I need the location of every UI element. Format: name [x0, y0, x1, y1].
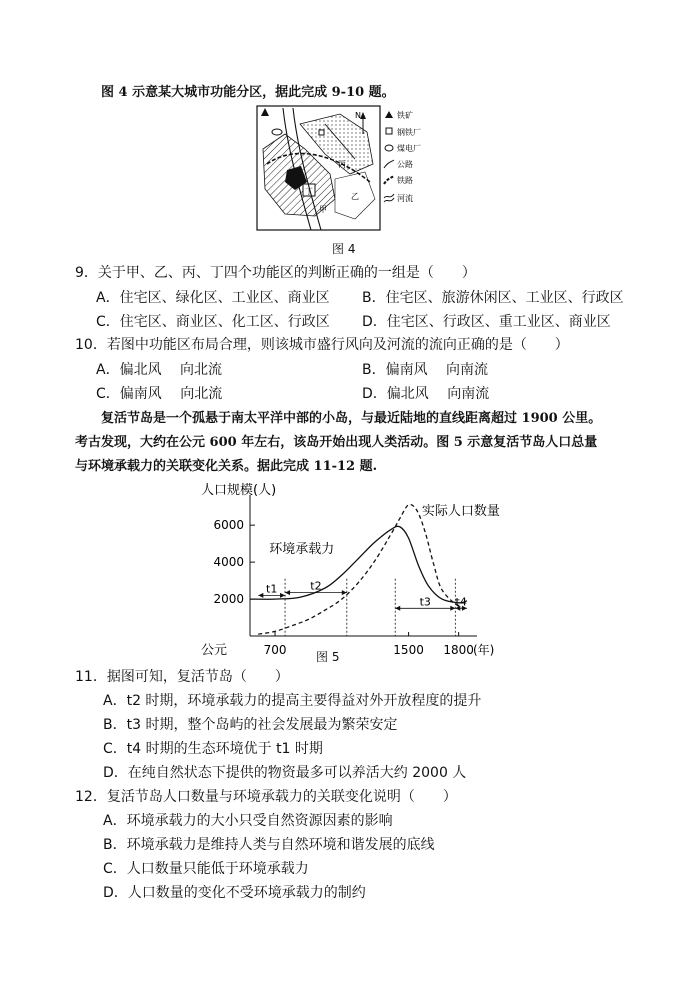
legend-label: 公路 — [397, 160, 413, 169]
q11-option-c[interactable]: C．t4 时期的生态环境优于 t1 时期 — [103, 741, 323, 757]
q9-option-c[interactable]: C．住宅区、商业区、化工区、行政区 — [96, 314, 330, 330]
x-tick-label: 1500 — [393, 643, 424, 657]
legend-river-icon — [384, 194, 394, 198]
q10-option-c[interactable]: C．偏南风 向北流 — [96, 386, 223, 402]
period-label-t3: t3 — [419, 595, 431, 609]
legend-label: 煤电厂 — [397, 144, 421, 153]
q10-option-d[interactable]: D．偏北风 向南流 — [362, 386, 490, 402]
legend-label: 铁路 — [397, 176, 413, 185]
q11-stem: 11．据图可知，复活节岛（ ） — [75, 669, 289, 685]
q11-option-a[interactable]: A．t2 时期，环境承载力的提高主要得益对外开放程度的提升 — [103, 693, 482, 709]
coal-plant-icon — [272, 129, 282, 135]
x-axis-prefix: 公元 — [201, 643, 228, 658]
steel-plant-icon — [319, 130, 324, 135]
q10-option-b[interactable]: B．偏南风 向南流 — [362, 362, 489, 378]
period-arrowhead-right — [342, 590, 347, 595]
legend-iron-mine-icon — [385, 111, 393, 118]
actual-population-line — [258, 504, 467, 634]
q11-option-d[interactable]: D．在纯自然状态下提供的物资最多可以养活大约 2000 人 — [103, 765, 467, 781]
legend-railway-icon — [384, 176, 394, 184]
series-label-carrying-capacity: 环境承载力 — [269, 541, 335, 557]
q10-option-a[interactable]: A．偏北风 向北流 — [96, 362, 223, 378]
q12-option-b[interactable]: B．环境承载力是维持人类与自然环境和谐发展的底线 — [103, 837, 435, 853]
zone-bing-label: 丙 — [338, 160, 346, 169]
north-label: N — [355, 111, 361, 120]
q9-option-b[interactable]: B．住宅区、旅游休闲区、工业区、行政区 — [362, 290, 624, 306]
y-axis-label: 人口规模(人) — [201, 483, 277, 498]
intro-q11-12-line2: 考古发现，大约在公元 600 年左右，该岛开始出现人类活动。图 5 示意复活节岛人口总量 — [75, 435, 598, 450]
carrying-capacity-line — [250, 526, 467, 603]
q9-option-d[interactable]: D．住宅区、行政区、重工业区、商业区 — [362, 314, 611, 330]
legend-label: 河流 — [397, 194, 413, 203]
q11-option-b[interactable]: B．t3 时期，整个岛屿的社会发展最为繁荣安定 — [103, 717, 398, 733]
legend-steel-plant-icon — [386, 128, 392, 134]
x-tick-label: 1800 — [443, 643, 474, 657]
q12-option-a[interactable]: A．环境承载力的大小只受自然资源因素的影响 — [103, 813, 393, 829]
x-axis-label: (年) — [473, 643, 495, 657]
legend-coal-plant-icon — [385, 145, 393, 151]
intro-q11-12-line3: 与环境承载力的关联变化关系。据此完成 11-12 题. — [75, 459, 378, 474]
legend-label: 铁矿 — [397, 111, 413, 120]
q10-stem: 10．若图中功能区布局合理，则该城市盛行风向及河流的流向正确的是（ ） — [75, 337, 569, 353]
intro-q9-10: 图 4 示意某大城市功能分区，据此完成 9-10 题。 — [101, 85, 395, 100]
zone-yi-label: 乙 — [351, 192, 359, 201]
zone-ding-label: 丁 — [305, 187, 313, 196]
series-label-actual-population: 实际人口数量 — [421, 504, 500, 520]
y-tick-label: 2000 — [213, 592, 244, 607]
period-label-t1: t1 — [266, 582, 278, 596]
period-arrowhead-left — [258, 593, 263, 598]
q12-option-d[interactable]: D．人口数量的变化不受环境承载力的制约 — [103, 885, 366, 901]
q9-option-a[interactable]: A．住宅区、绿化区、工业区、商业区 — [96, 290, 330, 306]
x-tick-label: 700 — [263, 643, 287, 657]
period-arrowhead-left — [395, 606, 400, 611]
legend-road-icon — [384, 160, 394, 168]
q12-option-c[interactable]: C．人口数量只能低于环境承载力 — [103, 861, 309, 877]
legend-label: 钢铁厂 — [397, 128, 421, 137]
city-function-map — [255, 104, 430, 234]
period-arrowhead-right — [280, 593, 285, 598]
legend-river-icon-bank — [384, 198, 394, 202]
figure5-caption: 图 5 — [316, 650, 340, 664]
population-chart — [195, 478, 505, 668]
map-legend — [384, 110, 421, 203]
figure4-caption: 图 4 — [332, 242, 356, 256]
zone-jia-label: 甲 — [319, 205, 327, 214]
q12-stem: 12．复活节岛人口数量与环境承载力的关联变化说明（ ） — [75, 789, 457, 805]
y-tick-label: 6000 — [213, 518, 244, 533]
y-tick-label: 4000 — [213, 555, 244, 570]
period-label-t2: t2 — [310, 579, 322, 593]
intro-q11-12-line1: 复活节岛是一个孤悬于南太平洋中部的小岛，与最近陆地的直线距离超过 1900 公里。 — [101, 411, 602, 426]
period-label-t4: t4 — [455, 595, 467, 609]
q9-stem: 9．关于甲、乙、丙、丁四个功能区的判断正确的一组是（ ） — [75, 265, 476, 281]
period-arrowhead-left — [285, 590, 290, 595]
